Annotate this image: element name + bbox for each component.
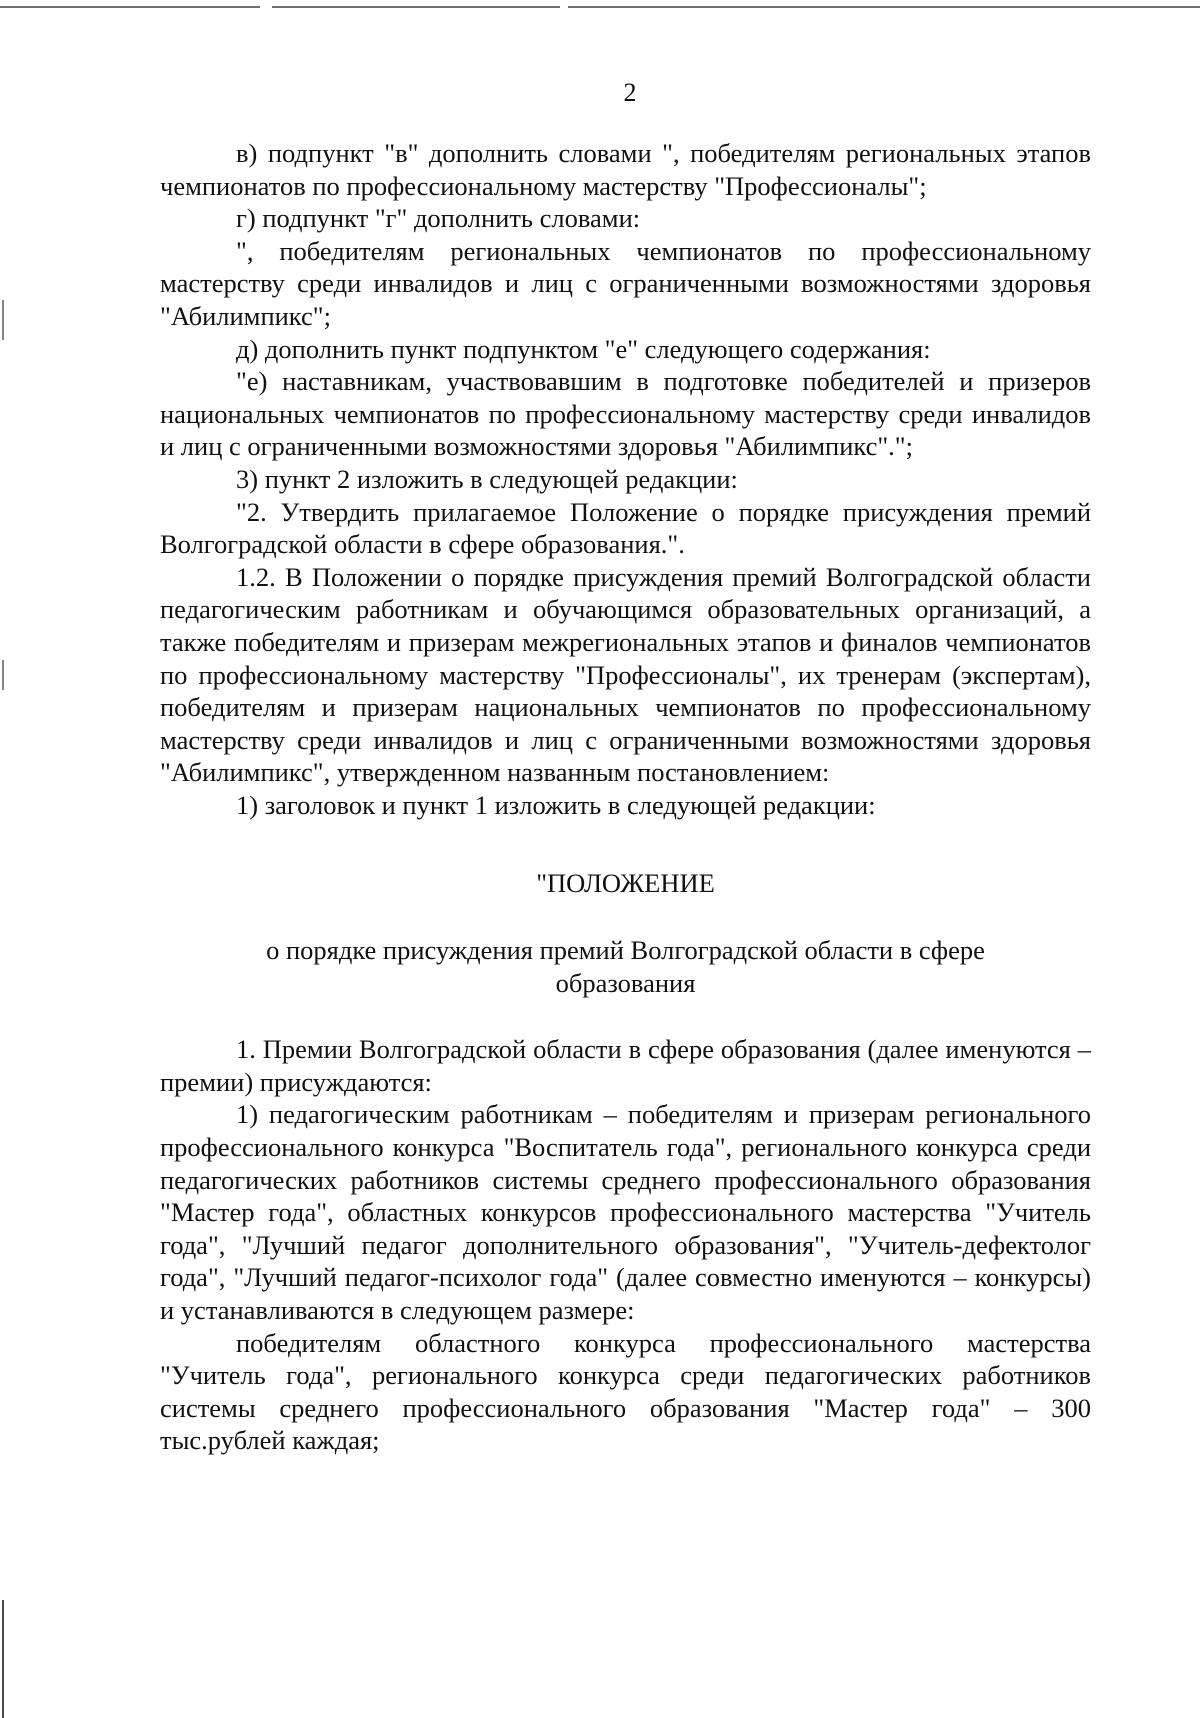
paragraph-e: "е) наставникам, участвовавшим в подготовке победителей и призеров национальных чемпионатов по профессиональному мастерству среди инвалидов и лиц с ограниченными возможностями здоровья "Абилимпикс"."; [160,366,1091,462]
paragraph-approve: "2. Утвердить прилагаемое Положение о порядке присуждения премий Волгоградской области в сфере образования.". [160,496,1091,560]
scan-edge-mark [2,660,4,690]
regulation-subtitle-line2: образования [555,967,696,998]
paragraph-1-2: 1.2. В Положении о порядке присуждения премий Волгоградской области педагогическим работникам и обучающимся образовательных организаций, а также победителям и призерам межрегиональных этапов и финалов чемпионатов по профессиональному мастерству "Профессионалы", их тренерам (экспертам), победителям и призерам национальных чемпионатов по профессиональному мастерству среди инвалидов и лиц с ограниченными возможностями здоровья "Абилимпикс", утвержденном названным постановлением: [160,561,1091,788]
scan-edge-mark [2,300,4,340]
paragraph-g: г) подпункт "г" дополнить словами: [236,203,641,234]
regulation-subtitle-line1: о порядке присуждения премий Волгоградской области в сфере [266,935,985,966]
document-body [160,137,1091,1457]
paragraph-v: в) подпункт "в" дополнить словами ", победителям региональных этапов чемпионатов по профессиональному мастерству "Профессионалы"; [160,138,1091,201]
paragraph-premiums: 1. Премии Волгоградской области в сфере образования (далее именуются – премии) присуждаются: [160,1034,1091,1097]
paragraph-3: 3) пункт 2 изложить в следующей редакции: [236,463,738,494]
paragraph-d: д) дополнить пункт подпунктом "е" следующего содержания: [236,333,931,364]
spacer [160,999,1091,1033]
page-number: 2 [623,78,637,107]
spacer [160,900,1091,934]
scan-top-rule [0,6,1200,8]
spacer [160,821,1091,867]
paragraph-teachers: 1) педагогическим работникам – победителям и призерам регионального профессионального конкурса "Воспитатель года", регионального конкурса среди педагогических работников системы среднего профессионального образования "Мастер года", областных конкурсов профессионального мастерства "Учитель года", "Лучший педагог дополнительного образования", "Учитель-дефектолог года", "Лучший педагог-психолог года" (далее совместно именуются – конкурсы) и устанавливаются в следующем размере: [160,1099,1091,1325]
scan-edge-mark [2,1600,4,1718]
paragraph-1-title: 1) заголовок и пункт 1 изложить в следующей редакции: [236,789,876,820]
regulation-title: "ПОЛОЖЕНИЕ [536,868,715,899]
paragraph-winners: победителям областного конкурса профессионального мастерства "Учитель года", регионального конкурса среди педагогических работников системы среднего профессионального образования "Мастер года" – 300 тыс.рублей каждая; [160,1327,1091,1456]
paragraph-g-text: ", победителям региональных чемпионатов по профессиональному мастерству среди инвалидов и лиц с ограниченными возможностями здоровья "Абилимпикс"; [160,235,1091,331]
